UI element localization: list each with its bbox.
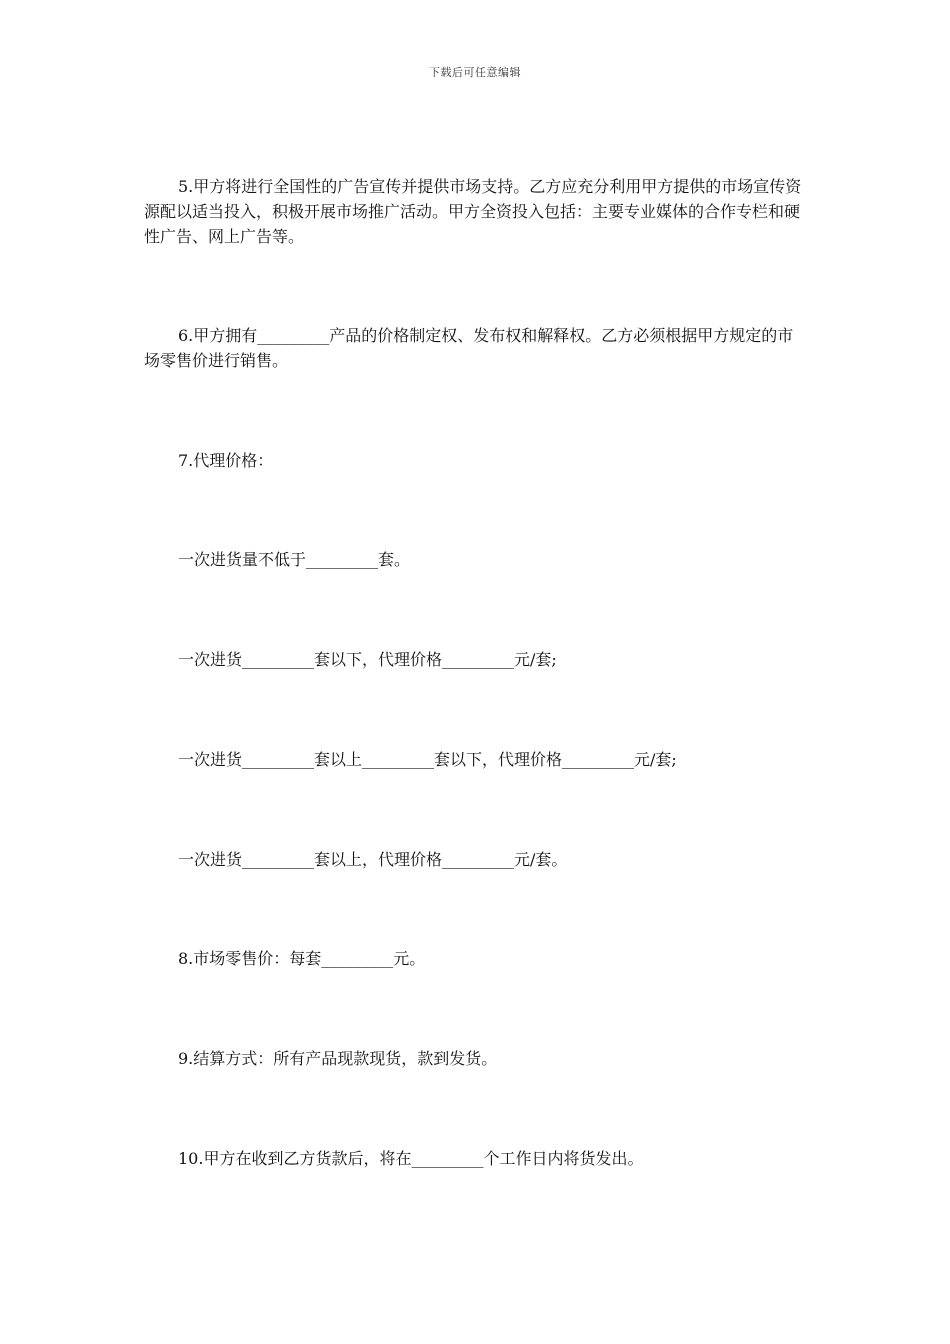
clause-9-settlement: 9.结算方式：所有产品现款现货，款到发货。	[178, 1049, 498, 1068]
page-header-note: 下载后可任意编辑	[429, 66, 521, 79]
clause-7-heading: 7.代理价格：	[178, 451, 274, 470]
price-tier-above-line: 一次进货_________套以上，代理价格_________元/套。	[178, 850, 568, 869]
price-tier-between-line: 一次进货_________套以上_________套以下，代理价格_________元/套;	[178, 750, 677, 769]
clause-6-paragraph: 6.甲方拥有_________产品的价格制定权、发布权和解释权。乙方必须根据甲方规定的市场零售价进行销售。	[144, 326, 794, 370]
clause-10-delivery: 10.甲方在收到乙方货款后，将在_________个工作日内将货发出。	[178, 1149, 644, 1168]
clause-5-paragraph: 5.甲方将进行全国性的广告宣传并提供市场支持。乙方应充分利用甲方提供的市场宣传资源配以适当投入，积极开展市场推广活动。甲方全资投入包括：主要专业媒体的合作专栏和硬性广告、网上广告等。	[144, 177, 802, 246]
min-order-line: 一次进货量不低于_________套。	[178, 550, 411, 569]
clause-8-retail-price: 8.市场零售价：每套_________元。	[178, 949, 426, 968]
price-tier-below-line: 一次进货_________套以下，代理价格_________元/套;	[178, 650, 557, 669]
